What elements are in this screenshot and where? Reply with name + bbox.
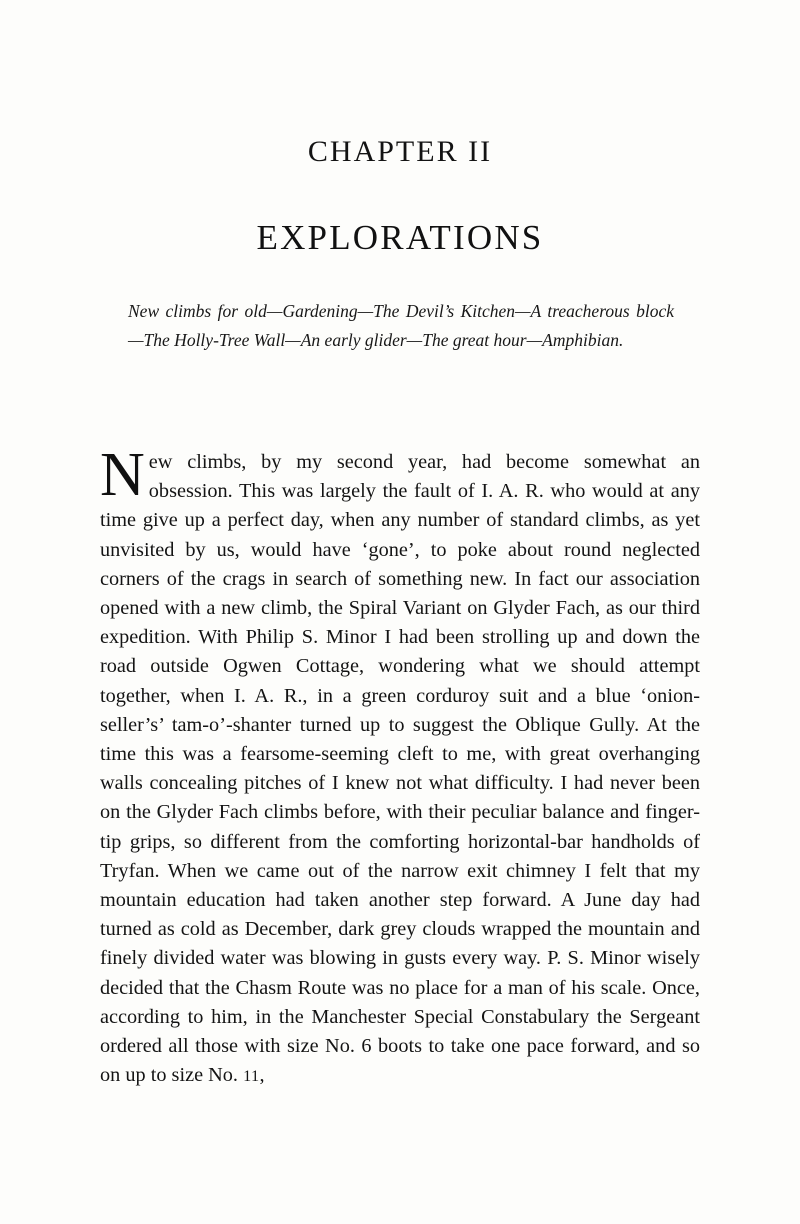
body-paragraph-text: ew climbs, by my second year, had become somewhat an obsession. This was largely the fault of I. A. R. who would at any time give up a perfect day, when any number of standard climbs, as yet unvisited by us, would have ‘gone’, to poke about round neglected corners of the crags in search of something new. In fact our association opened with a new climb, the Spiral Variant on Glyder Fach, as our third expedition. With Philip S. Minor I had been strolling up and down the road outside Ogwen Cottage, wondering what we should attempt together, when I. A. R., in a green corduroy suit and a blue ‘onion-seller’s’ tam-o’-shanter turned up to suggest the Oblique Gully. At the time this was a fearsome-seeming cleft to me, with great overhanging walls concealing pitches of I knew not what difficulty. I had never been on the Glyder Fach climbs before, with their peculiar balance and finger-tip grips, so different from the comforting horizontal-bar handholds of Tryfan. When we came out of the narrow exit chimney I felt that my mountain education had taken another step forward. A June day had turned as cold as December, dark grey clouds wrapped the mountain and finely divided water was blowing in gusts every way. P. S. Minor wisely decided that the Chasm Route was no place for a man of his scale. Once, according to him, in the Manchester Special Constabulary the Sergeant ordered all those with size No. 6 boots to take one pace forward, and so on up to size No. (100, 451, 700, 1087)
chapter-epigraph: New climbs for old—Gardening—The Devil’s Kitchen—A treacherous block—The Holly-Tree Wall—An early glider—The great hour—Amphibian. (128, 301, 674, 350)
chapter-number-heading: CHAPTER II (307, 135, 493, 168)
drop-cap-initial: N (100, 441, 145, 509)
body-paragraph (100, 441, 700, 1091)
shoe-size-number: 11 (243, 1067, 260, 1086)
chapter-title-heading: EXPLORATIONS (256, 218, 544, 257)
body-paragraph-trailing-punctuation: , (259, 1064, 265, 1087)
